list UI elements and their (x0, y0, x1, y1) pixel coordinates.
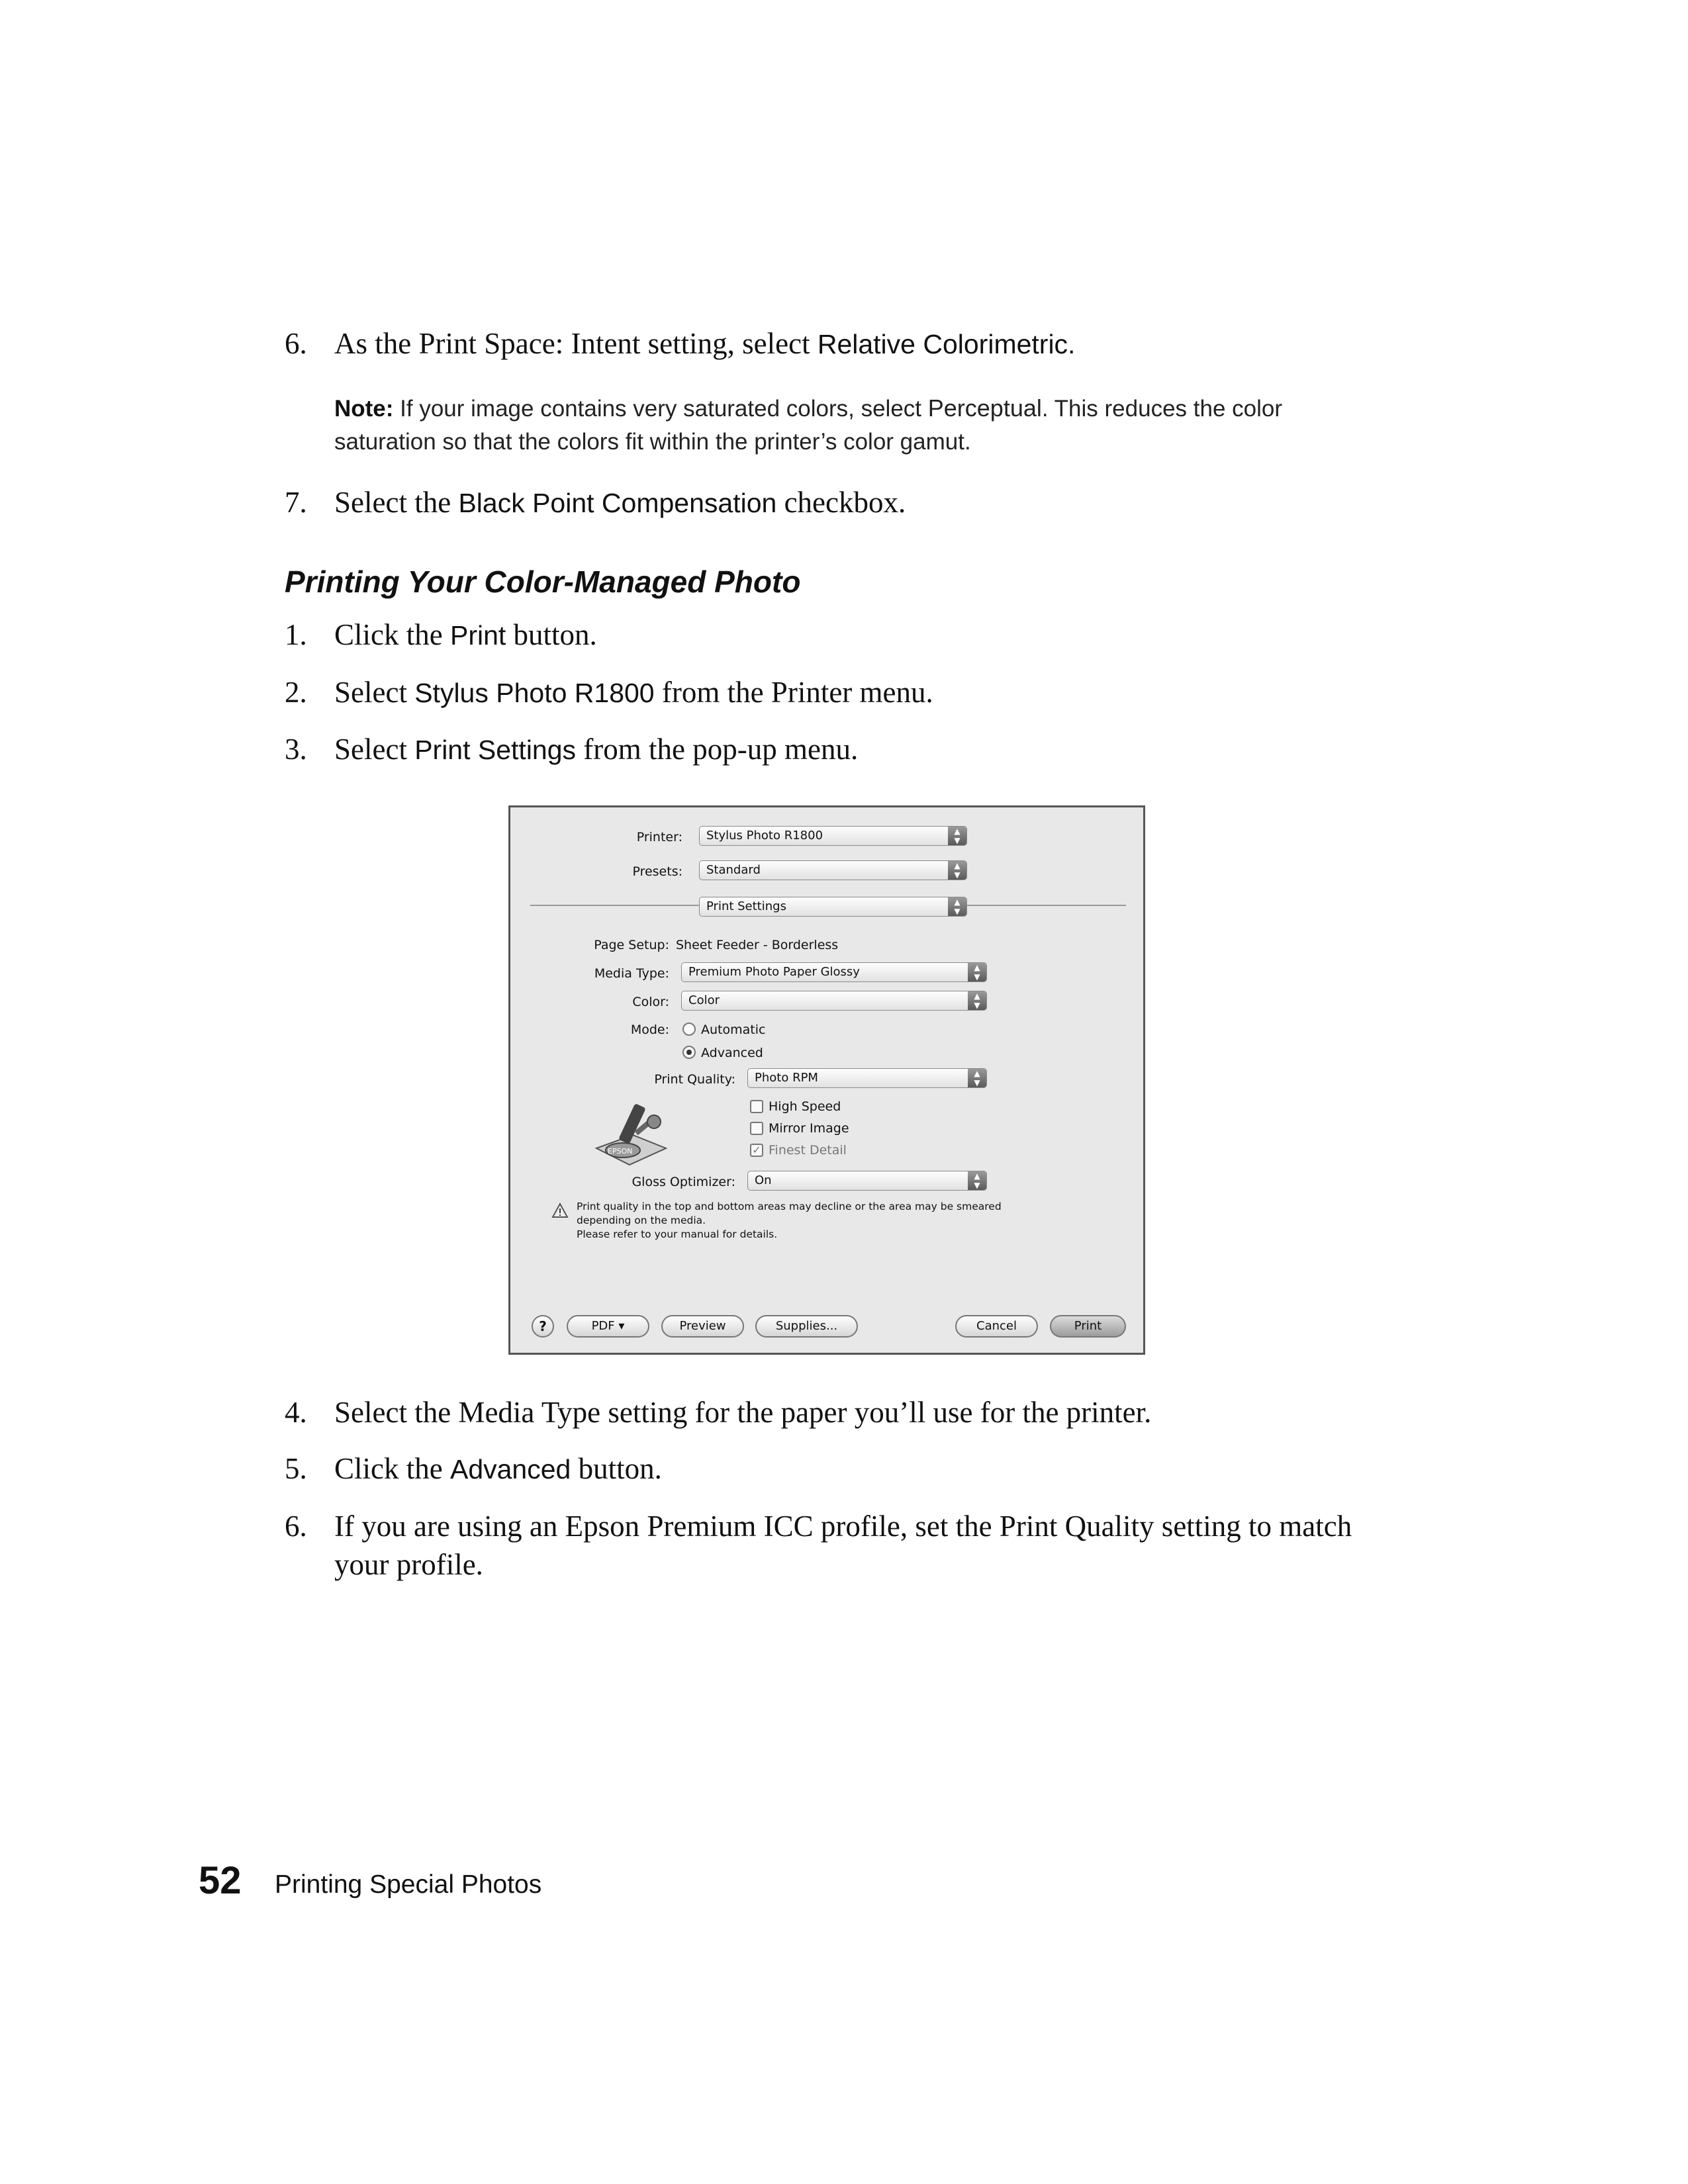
high-speed-label: High Speed (769, 1099, 841, 1114)
printer-popup[interactable] (699, 826, 967, 846)
color-popup[interactable] (681, 991, 987, 1011)
popup-arrows-icon: ▲ ▼ (968, 991, 986, 1010)
ui-term: Stylus Photo R1800 (414, 678, 655, 708)
ui-term: Print Settings (414, 735, 577, 765)
note: Note: If your image contains very saturated colors, select Perceptual. This reduces the color saturation so that the colors fit within the printer’s color gamut. (334, 394, 1283, 455)
step-number: 2. (285, 676, 307, 709)
warning-icon (551, 1203, 569, 1218)
mirror-image-label: Mirror Image (769, 1121, 849, 1136)
epson-logo-text: EPSON (608, 1147, 633, 1156)
ui-term: Print (449, 620, 506, 651)
media-type-value: Premium Photo Paper Glossy (688, 965, 860, 979)
panel-value: Print Settings (706, 899, 786, 913)
media-type-label: Media Type: (594, 966, 669, 981)
popup-arrows-icon: ▲ ▼ (968, 963, 986, 981)
mirror-image-checkbox[interactable] (750, 1122, 763, 1135)
gloss-optimizer-label: Gloss Optimizer: (632, 1175, 735, 1189)
mode-advanced-radio[interactable] (682, 1046, 696, 1059)
preview-button[interactable]: Preview (661, 1315, 744, 1338)
color-label: Color: (632, 995, 669, 1009)
printer-label: Printer: (636, 830, 682, 844)
step-text: Select the Media Type setting for the paper you’ll use for the printer. (334, 1396, 1152, 1429)
step-text: As the Print Space: Intent setting, select (334, 327, 818, 360)
ui-term: Advanced (449, 1454, 571, 1484)
separator-right (967, 905, 1126, 906)
footer-section-title: Printing Special Photos (275, 1870, 542, 1899)
popup-arrows-icon: ▲ ▼ (948, 897, 966, 916)
step-number: 6. (285, 1510, 307, 1543)
mode-automatic-label: Automatic (701, 1023, 766, 1037)
presets-popup[interactable] (699, 860, 967, 880)
ui-term: Perceptual (927, 394, 1042, 422)
mode-label: Mode: (630, 1023, 669, 1037)
popup-arrows-icon: ▲ ▼ (968, 1069, 986, 1087)
step-number: 7. (285, 486, 307, 519)
supplies-button[interactable]: Supplies... (755, 1315, 858, 1338)
separator-left (530, 905, 699, 906)
finest-detail-label: Finest Detail (769, 1143, 847, 1158)
media-type-popup[interactable] (681, 962, 987, 982)
presets-label: Presets: (632, 864, 682, 879)
pdf-button[interactable]: PDF ▾ (567, 1315, 649, 1338)
page-number: 52 (199, 1859, 242, 1902)
step-text: Select the (334, 486, 459, 519)
gloss-optimizer-value: On (755, 1173, 772, 1187)
panel-popup[interactable] (699, 897, 967, 917)
step-number: 5. (285, 1452, 307, 1485)
print-quality-popup[interactable] (747, 1068, 987, 1088)
mode-advanced-label: Advanced (701, 1046, 763, 1060)
step-number: 1. (285, 618, 307, 651)
mode-automatic-radio[interactable] (682, 1023, 696, 1036)
print-quality-label: Print Quality: (654, 1072, 735, 1087)
note-label: Note: (334, 396, 394, 422)
step-number: 4. (285, 1396, 307, 1429)
print-quality-value: Photo RPM (755, 1071, 818, 1085)
cancel-button[interactable]: Cancel (955, 1315, 1038, 1338)
popup-arrows-icon: ▲ ▼ (948, 827, 966, 845)
print-dialog-screenshot (508, 805, 1145, 1355)
popup-arrows-icon: ▲ ▼ (948, 861, 966, 880)
printer-value: Stylus Photo R1800 (706, 829, 823, 842)
section-heading: Printing Your Color-Managed Photo (285, 565, 801, 599)
warning-text: Print quality in the top and bottom areas may decline or the area may be smeared depending on the media. Please refer to your manual for details. (577, 1201, 1002, 1240)
page-setup-label: Page Setup: (594, 938, 669, 952)
ui-term: Black Point Compensation (458, 488, 777, 518)
presets-value: Standard (706, 863, 761, 877)
ui-term: Relative Colorimetric. (817, 329, 1076, 359)
step-text: If you are using an Epson Premium ICC profile, set the Print Quality setting to match your profile. (334, 1510, 1352, 1581)
step-number: 3. (285, 733, 307, 766)
print-button[interactable]: Print (1050, 1315, 1126, 1338)
step-number: 6. (285, 327, 307, 360)
gloss-optimizer-popup[interactable] (747, 1171, 987, 1191)
epson-printer-settings-icon (593, 1099, 669, 1171)
page-setup-value: Sheet Feeder - Borderless (676, 938, 839, 952)
high-speed-checkbox[interactable] (750, 1100, 763, 1113)
color-value: Color (688, 993, 720, 1007)
help-button[interactable]: ? (532, 1315, 554, 1338)
finest-detail-checkbox[interactable]: ✓ (750, 1144, 763, 1157)
popup-arrows-icon: ▲ ▼ (968, 1171, 986, 1190)
